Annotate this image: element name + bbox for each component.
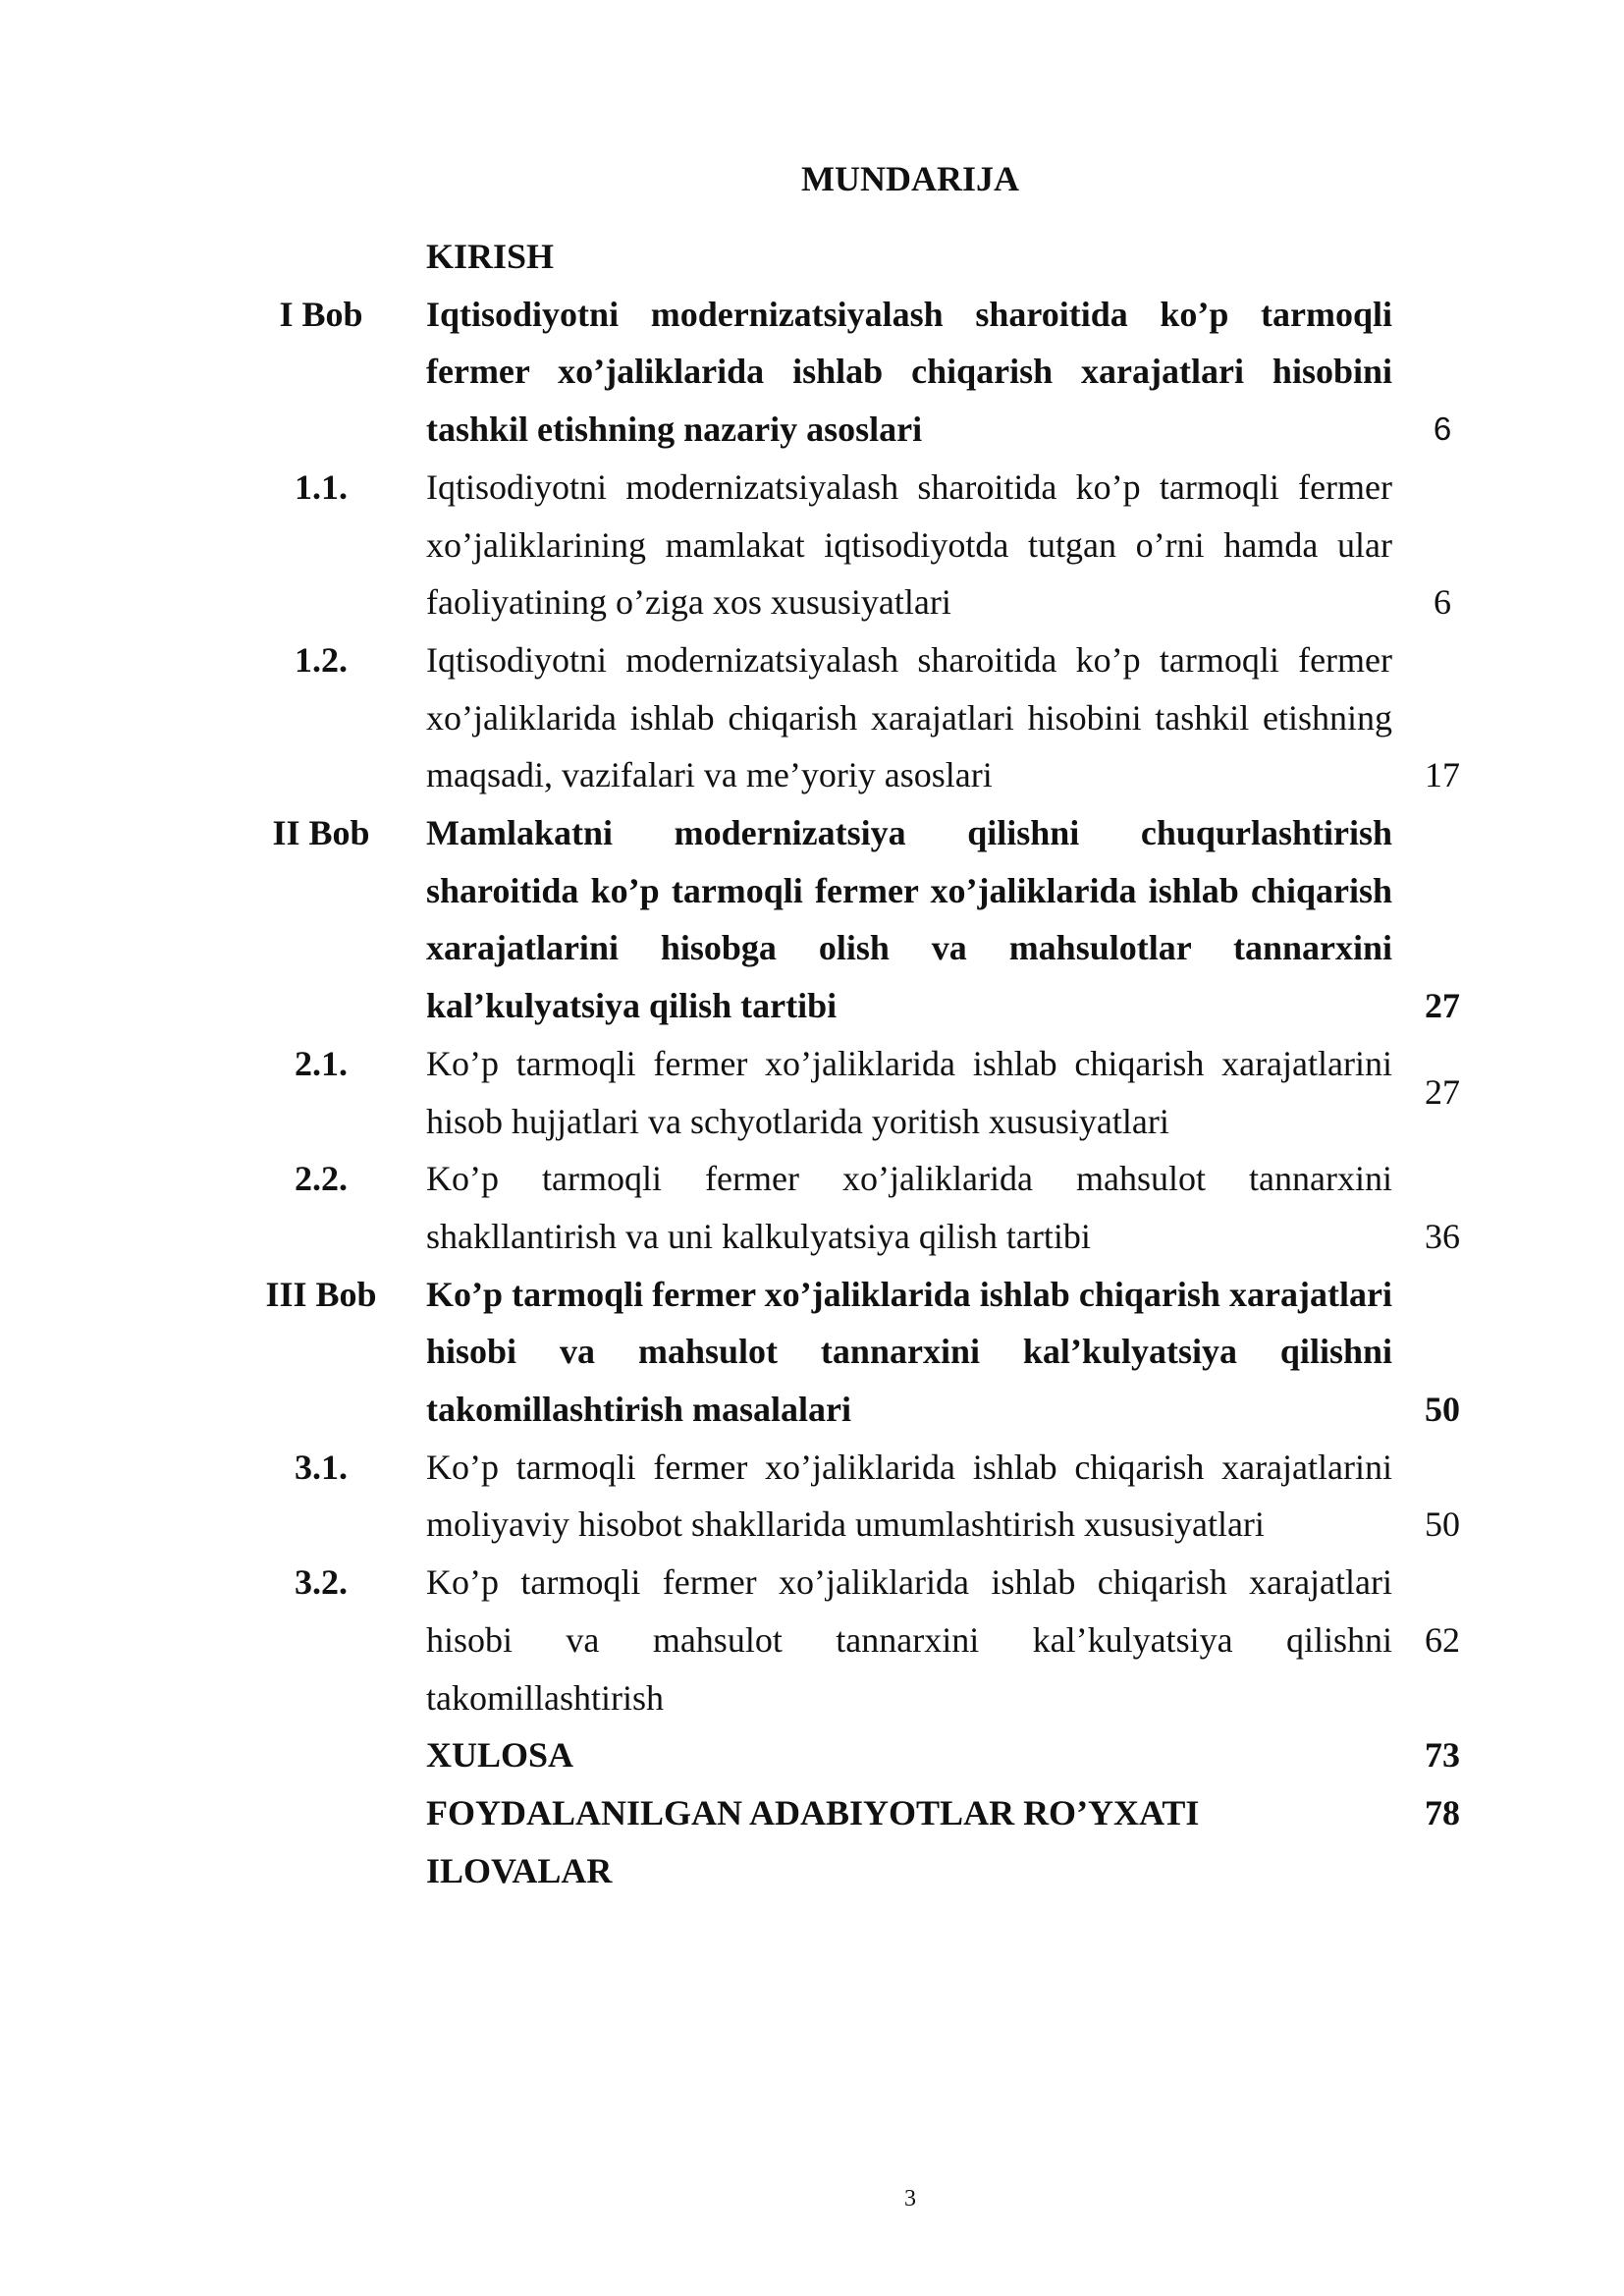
toc-entry-section-2-2 <box>216 1150 1492 1265</box>
toc-entry-label: III Bob <box>265 1274 377 1314</box>
toc-entry-page: 6 <box>1434 582 1451 623</box>
toc-entry-page: 50 <box>1425 1390 1460 1430</box>
toc-entry-title: Iqtisodiyotni modernizatsiyalash sharoitida ko’p tarmoqli fermer xo’jaliklarida ishlab chiqarish xarajatlari hisobini tashkil etishning maqsadi, vazifalari va me’yoriy asoslari <box>426 639 1392 795</box>
toc-entry-title: Ko’p tarmoqli fermer xo’jaliklarida ishlab chiqarish xarajatlarini moliyaviy hisobot shakllarida umumlashtirish xususiyatlari <box>426 1447 1392 1545</box>
toc-entry-title: Ko’p tarmoqli fermer xo’jaliklarida ishlab chiqarish xarajatlari hisobi va mahsulot tannarxini kal’kulyatsiya qilishni takomillashtirish <box>426 1562 1392 1718</box>
toc-entry-page: 50 <box>1425 1504 1460 1545</box>
toc-entry-label: 3.2. <box>295 1562 348 1603</box>
toc-entry-conclusion <box>216 1726 1492 1784</box>
toc-entry-title: ILOVALAR <box>426 1850 613 1890</box>
toc-entry-label: II Bob <box>272 813 370 853</box>
toc-entry-title: Iqtisodiyotni modernizatsiyalash sharoitida ko’p tarmoqli fermer xo’jaliklarida ishlab chiqarish xarajatlari hisobini tashkil etishning nazariy asoslari <box>426 294 1392 450</box>
toc-entry-label: 2.2. <box>295 1159 348 1199</box>
toc-entry-chapter-1 <box>216 286 1492 459</box>
toc-entry-page: 27 <box>1425 986 1460 1026</box>
toc-entry-section-3-2 <box>216 1554 1492 1726</box>
toc-entry-title: KIRISH <box>426 237 555 276</box>
toc-entry-page: 36 <box>1425 1216 1460 1256</box>
toc-entry-chapter-2 <box>216 804 1492 1035</box>
toc-entry-introduction <box>216 228 1492 286</box>
toc-title: MUNDARIJA <box>801 159 1019 198</box>
toc-entry-label: 3.1. <box>295 1447 348 1487</box>
toc-entry-page: 62 <box>1425 1619 1460 1660</box>
toc-entry-section-1-1 <box>216 459 1492 631</box>
toc-entry-title: Ko’p tarmoqli fermer xo’jaliklarida ishlab chiqarish xarajatlari hisobi va mahsulot tannarxini kal’kulyatsiya qilishni takomillashtirish masalalari <box>426 1274 1392 1430</box>
toc-entry-section-2-1 <box>216 1035 1492 1150</box>
toc-entry-page: 27 <box>1425 1072 1460 1113</box>
toc-entry-page: 78 <box>1425 1792 1460 1832</box>
toc-entry-title: Iqtisodiyotni modernizatsiyalash sharoitida ko’p tarmoqli fermer xo’jaliklarining mamlakat iqtisodiyotda tutgan o’rni hamda ular faoliyatining o’ziga xos xususiyatlari <box>426 466 1392 623</box>
toc-entry-label: 2.1. <box>295 1043 348 1083</box>
page-number: 3 <box>904 2186 916 2212</box>
toc-entry-bibliography <box>216 1784 1492 1842</box>
toc-entry-title: Ko’p tarmoqli fermer xo’jaliklarida mahsulot tannarxini shakllantirish va uni kalkulyatsiya qilish tartibi <box>426 1159 1392 1256</box>
toc-entry-label: I Bob <box>279 294 363 334</box>
toc-entry-page: 6 <box>1433 410 1452 448</box>
toc-entry-label: 1.1. <box>295 466 348 507</box>
toc-entry-appendices <box>216 1842 1492 1900</box>
toc-entry-page: 73 <box>1425 1735 1460 1776</box>
toc-entry-chapter-3 <box>216 1266 1492 1439</box>
toc-entry-title: Mamlakatni modernizatsiya qilishni chuqurlashtirish sharoitida ko’p tarmoqli fermer xo’jaliklarida ishlab chiqarish xarajatlarini hisobga olish va mahsulotlar tannarxini kal’kulyatsiya qilish tartibi <box>426 813 1392 1026</box>
toc-entry-title: Ko’p tarmoqli fermer xo’jaliklarida ishlab chiqarish xarajatlarini hisob hujjatlari va schyotlarida yoritish xususiyatlari <box>426 1043 1392 1141</box>
table-of-contents <box>216 228 1492 1899</box>
toc-entry-section-3-1 <box>216 1439 1492 1554</box>
toc-entry-section-1-2 <box>216 631 1492 804</box>
toc-entry-title: FOYDALANILGAN ADABIYOTLAR RO’YXATI <box>426 1792 1200 1832</box>
toc-entry-title: XULOSA <box>426 1735 574 1776</box>
toc-entry-label: 1.2. <box>295 639 348 680</box>
toc-entry-page: 17 <box>1425 755 1460 795</box>
